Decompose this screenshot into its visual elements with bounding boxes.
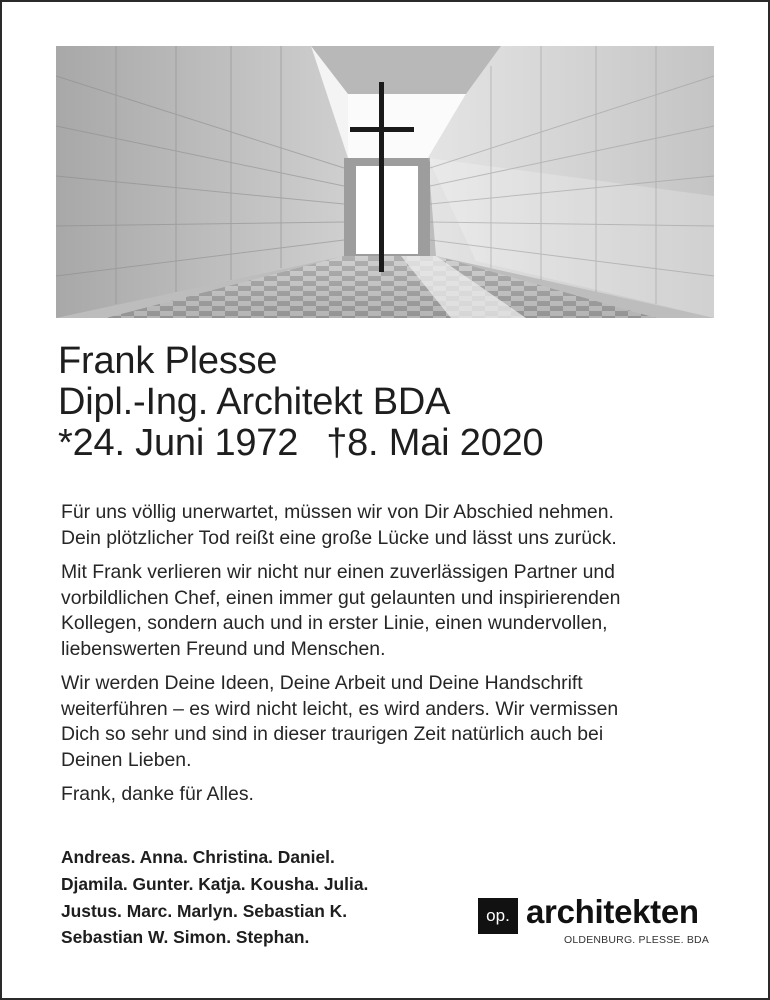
life-dates — [58, 423, 738, 464]
text-line: Für uns völlig unerwartet, müssen wir von Dir Abschied nehmen. — [61, 501, 614, 523]
corridor-photo — [56, 46, 714, 318]
text-line: vorbildlichen Chef, einen immer gut gelaunten und inspirierenden — [61, 586, 621, 609]
text-line: Deinen Lieben. — [61, 748, 192, 771]
signers-list — [61, 844, 461, 951]
logo-mark: op. — [478, 898, 518, 934]
logo-subtitle: OLDENBURG. PLESSE. BDA — [564, 934, 710, 946]
text-line: Kollegen, sondern auch und in erster Linie, einen wundervollen, — [61, 612, 608, 634]
paragraph — [61, 671, 741, 773]
text-line: Frank, danke für Alles. — [61, 783, 254, 805]
paragraph — [61, 500, 741, 551]
text-line: Mit Frank verlieren wir nicht nur einen zuverlässigen Partner und — [61, 561, 615, 583]
text-line: weiterführen – es wird nicht leicht, es wird anders. Wir vermissen — [61, 697, 619, 720]
text-line: Dein plötzlicher Tod reißt eine große Lücke und lässt uns zurück. — [61, 526, 617, 549]
text-line: Wir werden Deine Ideen, Deine Arbeit und Deine Handschrift — [61, 672, 583, 694]
text-line: Dich so sehr und sind in dieser traurigen Zeit natürlich auch bei — [61, 723, 604, 745]
deceased-title: Dipl.-Ing. Architekt BDA — [58, 381, 451, 423]
paragraph — [61, 560, 741, 662]
birth-date: *24. Juni 1972 — [58, 422, 299, 464]
paragraph — [61, 782, 741, 808]
company-logo — [478, 894, 718, 954]
signers-line: Andreas. Anna. Christina. Daniel. — [61, 847, 335, 867]
logo-wordmark: architekten — [526, 893, 699, 930]
deceased-name: Frank Plesse — [58, 340, 278, 382]
death-date: †8. Mai 2020 — [326, 422, 544, 464]
condolence-text — [61, 500, 741, 817]
signers-line: Djamila. Gunter. Katja. Kousha. Julia. — [61, 873, 369, 894]
signers-line: Justus. Marc. Marlyn. Sebastian K. — [61, 900, 348, 921]
signers-line: Sebastian W. Simon. Stephan. — [61, 927, 310, 948]
deceased-info — [58, 341, 738, 464]
text-line: liebenswerten Freund und Menschen. — [61, 637, 386, 660]
